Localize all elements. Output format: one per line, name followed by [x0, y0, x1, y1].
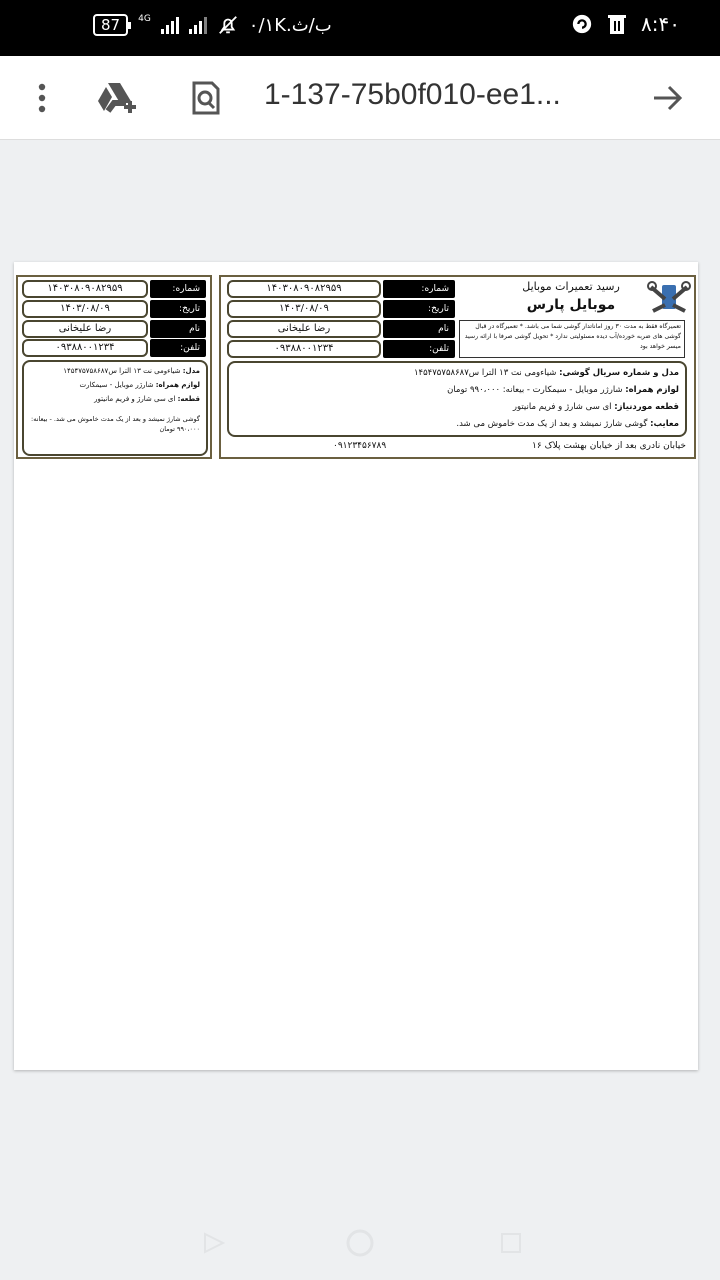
name-value: رضا علیخانی: [227, 320, 381, 338]
stub-model-line: [30, 364, 200, 378]
trash-icon: [607, 13, 627, 35]
accessories-line: [235, 382, 679, 399]
play-triangle-icon: [201, 1231, 225, 1255]
receipt-main: [219, 275, 696, 459]
model-label: مدل و شماره سریال گوشی:: [559, 368, 679, 378]
signal-icon: [161, 16, 179, 34]
name-label: نام: [383, 320, 455, 338]
network-type: 4G: [138, 14, 151, 24]
stub-name-value: رضا علیخانی: [22, 320, 148, 338]
footer-address: خیابان نادری بعد از خیابان بهشت پلاک ۱۶: [532, 441, 686, 451]
stub-details-box: [22, 360, 208, 456]
app-toolbar: [0, 56, 720, 140]
nav-back-button[interactable]: [198, 1228, 228, 1258]
accessories-value: شارژر موبایل - سیمکارت - بیعانه: ۹۹۰،۰۰۰ تومان: [447, 385, 623, 395]
stub-accessories-line: [30, 378, 200, 392]
arrow-forward-icon: [652, 84, 684, 112]
accessories-label: لوازم همراه:: [625, 385, 679, 395]
more-options-button[interactable]: [22, 56, 62, 140]
home-circle-icon: [345, 1228, 375, 1258]
phone-label: تلفن:: [383, 340, 455, 358]
add-to-drive-button[interactable]: [94, 56, 142, 140]
back-button[interactable]: [646, 56, 690, 140]
footer-phone: ۰۹۱۲۳۴۵۶۷۸۹: [333, 441, 387, 451]
find-in-document-button[interactable]: [186, 56, 226, 140]
bell-off-icon: [217, 14, 239, 36]
document-page[interactable]: [14, 262, 698, 1070]
date-value: ۱۴۰۳/۰۸/۰۹: [227, 300, 381, 318]
receipt-header-title: رسید تعمیرات موبایل: [522, 280, 620, 293]
stub-phone-label: تلفن:: [150, 339, 206, 357]
date-label: تاریخ:: [383, 300, 455, 318]
app-notification-icon: [571, 13, 593, 35]
part-label: قطعه موردنیاز:: [614, 402, 679, 412]
square-icon: [499, 1231, 523, 1255]
drive-add-icon: [96, 81, 140, 115]
phone-value: ۰۹۳۸۸۰۰۱۲۳۴: [227, 340, 381, 358]
defects-label: معایب:: [650, 419, 679, 429]
status-right: [571, 12, 680, 36]
document-title: 1-137-75b0f010-ee1...: [264, 78, 561, 111]
stub-name-label: نام: [150, 320, 206, 338]
more-vert-icon: [37, 83, 47, 113]
network-speed: ۰/۱K.ب/ث: [248, 14, 332, 36]
battery-indicator: 87: [93, 14, 128, 36]
signal-icon-2: [189, 16, 207, 34]
stub-number-value: ۱۴۰۳۰۸۰۹۰۸۲۹۵۹: [22, 280, 148, 298]
defects-value: گوشی شارژ نمیشد و بعد از یک مدت خاموش می شد.: [456, 419, 648, 429]
nav-recents-button[interactable]: [496, 1228, 526, 1258]
stub-part-line: [30, 392, 200, 406]
part-value: ای سی شارژ و فریم مانیتور: [512, 402, 612, 412]
defects-line: [235, 416, 679, 433]
stub-date-value: ۱۴۰۳/۰۸/۰۹: [22, 300, 148, 318]
stub-part-value: ای سی شارژ و فریم مانیتور: [94, 395, 176, 403]
stub-model-label: مدل:: [182, 367, 200, 375]
number-value: ۱۴۰۳۰۸۰۹۰۸۲۹۵۹: [227, 280, 381, 298]
repair-tools-logo-icon: [647, 279, 691, 317]
stub-phone-value: ۰۹۳۸۸۰۰۱۲۳۴: [22, 339, 148, 357]
stub-part-label: قطعه:: [177, 395, 200, 403]
brand-name: موبایل پارس: [526, 297, 616, 313]
stub-accessories-label: لوازم همراه:: [155, 381, 200, 389]
status-bar: [0, 0, 720, 56]
clock: ۸:۴۰: [641, 12, 680, 36]
system-nav-bar: [0, 1200, 720, 1280]
stub-accessories-value: شارژر موبایل - سیمکارت: [79, 381, 154, 389]
find-in-page-icon: [190, 81, 222, 115]
status-left: [93, 14, 332, 36]
model-value: شیاءومی نت ۱۳ الترا س۱۴۵۴۷۵۷۵۸۶۸۷: [413, 368, 557, 378]
number-label: شماره:: [383, 280, 455, 298]
stub-number-label: شماره:: [150, 280, 206, 298]
stub-defects-value: گوشی شارژ نمیشد و بعد از یک مدت خاموش می شد. - بیعانه: ۹۹۰،۰۰۰ تومان: [31, 415, 200, 433]
stub-model-value: شیاءومی نت ۱۳ الترا س۱۴۵۴۷۵۷۵۸۶۸۷: [63, 367, 181, 375]
terms-notice: تعمیرگاه فقط به مدت ۳۰ روز اماناتدار گوشی شما می باشد. * تعمیرگاه در قبال گوشی های ضربه خورده/آب دیده مسئولیتی ندارد * تحویل گوشی صرفا با ارائه رسید میسر خواهد بود: [459, 320, 685, 358]
nav-home-button[interactable]: [345, 1228, 375, 1258]
part-line: [235, 399, 679, 416]
receipt-stub: [16, 275, 212, 459]
details-box: [227, 361, 687, 437]
model-line: [235, 365, 679, 382]
stub-date-label: تاریخ:: [150, 300, 206, 318]
